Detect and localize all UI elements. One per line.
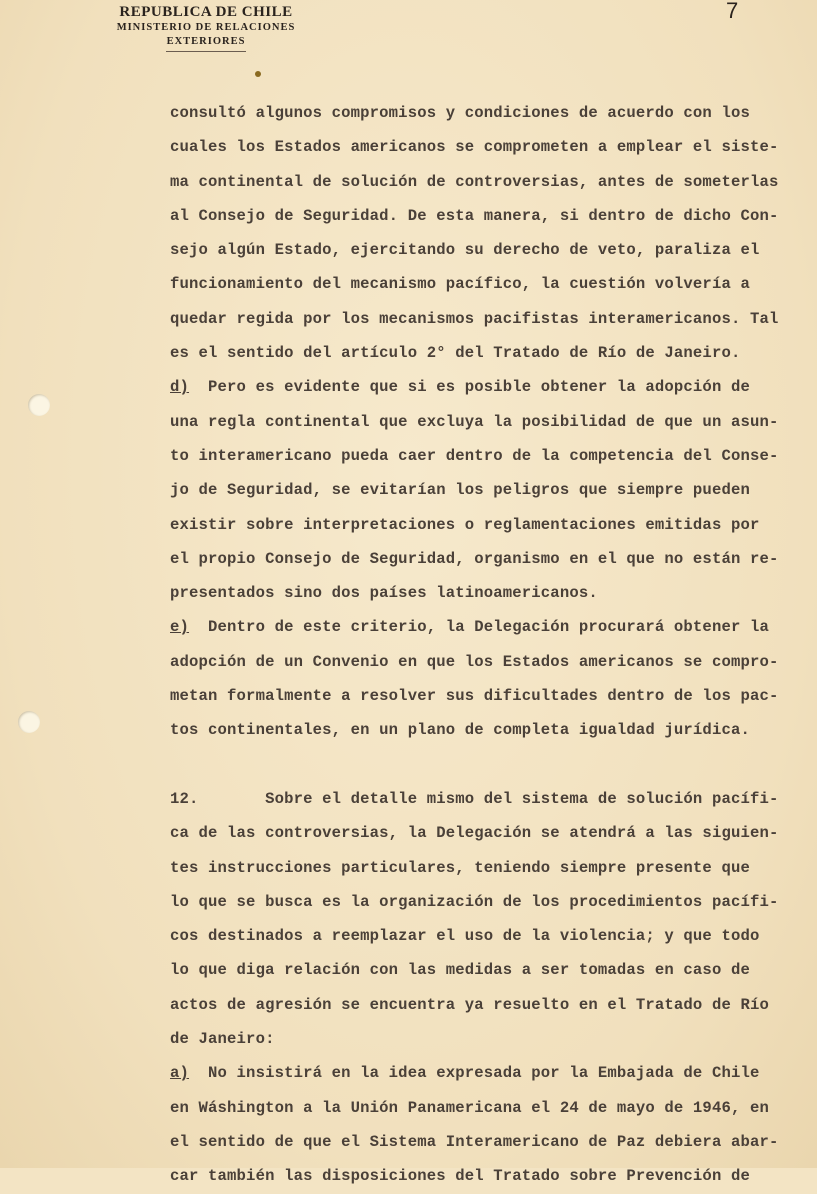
text-line: el propio Consejo de Seguridad, organismo en el que no están re-: [170, 549, 779, 568]
letterhead: [96, 4, 316, 52]
text-line: metan formalmente a resolver sus dificultades dentro de los pac-: [170, 687, 779, 706]
text-line: ca de las controversias, la Delegación se atendrá a las siguien-: [170, 824, 779, 843]
text-line: adopción de un Convenio en que los Estados americanos se compro-: [170, 652, 779, 671]
letterhead-rule: [166, 51, 246, 52]
page-number: 7: [726, 0, 739, 23]
text-line-a-content: No insistirá en la idea expresada por la Embajada de Chile: [189, 1064, 760, 1083]
ink-dot: [255, 71, 261, 77]
text-line: cuales los Estados americanos se comprometen a emplear el siste-: [170, 138, 779, 157]
text-line: es el sentido del artículo 2° del Tratado de Río de Janeiro.: [170, 344, 741, 363]
text-line: consultó algunos compromisos y condiciones de acuerdo con los: [170, 104, 750, 122]
text-line-d: [170, 370, 810, 404]
text-line: funcionamiento del mecanismo pacífico, la cuestión volvería a: [170, 275, 750, 294]
marker-d: d): [170, 378, 190, 397]
text-line: lo que se busca es la organización de los procedimientos pacífi-: [170, 892, 779, 911]
blank-line: [170, 748, 810, 782]
text-line: una regla continental que excluya la posibilidad de que un asun-: [170, 412, 779, 431]
text-line: cos destinados a reemplazar el uso de la violencia; y que todo: [170, 927, 760, 946]
punch-hole-upper: [28, 394, 50, 416]
text-line: en Wáshington a la Unión Panamericana el 24 de mayo de 1946, en: [170, 1098, 769, 1117]
text-line: sejo algún Estado, ejercitando su derecho de veto, paraliza el: [170, 241, 760, 260]
text-line-d-content: Pero es evidente que si es posible obtener la adopción de: [189, 378, 750, 397]
text-line-a: [170, 1056, 810, 1090]
body-text: [170, 96, 810, 1194]
text-line: tos continentales, en un plano de completa igualdad jurídica.: [170, 721, 750, 740]
text-line: to interamericano pueda caer dentro de la competencia del Conse-: [170, 446, 779, 465]
text-line: ma continental de solución de controversias, antes de someterlas: [170, 172, 779, 191]
text-line-e-content: Dentro de este criterio, la Delegación procurará obtener la: [189, 618, 769, 637]
text-line: car también las disposiciones del Tratado sobre Prevención de: [170, 1167, 750, 1186]
text-line: presentados sino dos países latinoamericanos.: [170, 584, 598, 603]
text-line: lo que diga relación con las medidas a ser tomadas en caso de: [170, 961, 750, 980]
marker-e: e): [170, 618, 190, 637]
text-line: actos de agresión se encuentra ya resuelto en el Tratado de Río: [170, 995, 769, 1014]
text-line-e: [170, 610, 810, 644]
section-number: 12.: [170, 789, 199, 808]
letterhead-ministry: MINISTERIO DE RELACIONES: [116, 22, 296, 33]
text-line: tes instrucciones particulares, teniendo siempre presente que: [170, 858, 750, 877]
letterhead-department: EXTERIORES: [166, 36, 246, 47]
text-line-section: [170, 782, 810, 816]
text-line: quedar regida por los mecanismos pacifistas interamericanos. Tal: [170, 309, 779, 328]
text-line: jo de Seguridad, se evitarían los peligros que siempre pueden: [170, 481, 750, 500]
text-line: existir sobre interpretaciones o reglamentaciones emitidas por: [170, 515, 760, 534]
text-line-section-content: Sobre el detalle mismo del sistema de solución pacífi-: [198, 789, 779, 808]
text-line: el sentido de que el Sistema Interamericano de Paz debiera abar-: [170, 1132, 779, 1151]
marker-a: a): [170, 1064, 190, 1083]
text-line: de Janeiro:: [170, 1030, 275, 1049]
text-line: al Consejo de Seguridad. De esta manera, si dentro de dicho Con-: [170, 206, 779, 225]
punch-hole-lower: [18, 711, 40, 733]
letterhead-country: REPUBLICA DE CHILE: [119, 4, 293, 20]
